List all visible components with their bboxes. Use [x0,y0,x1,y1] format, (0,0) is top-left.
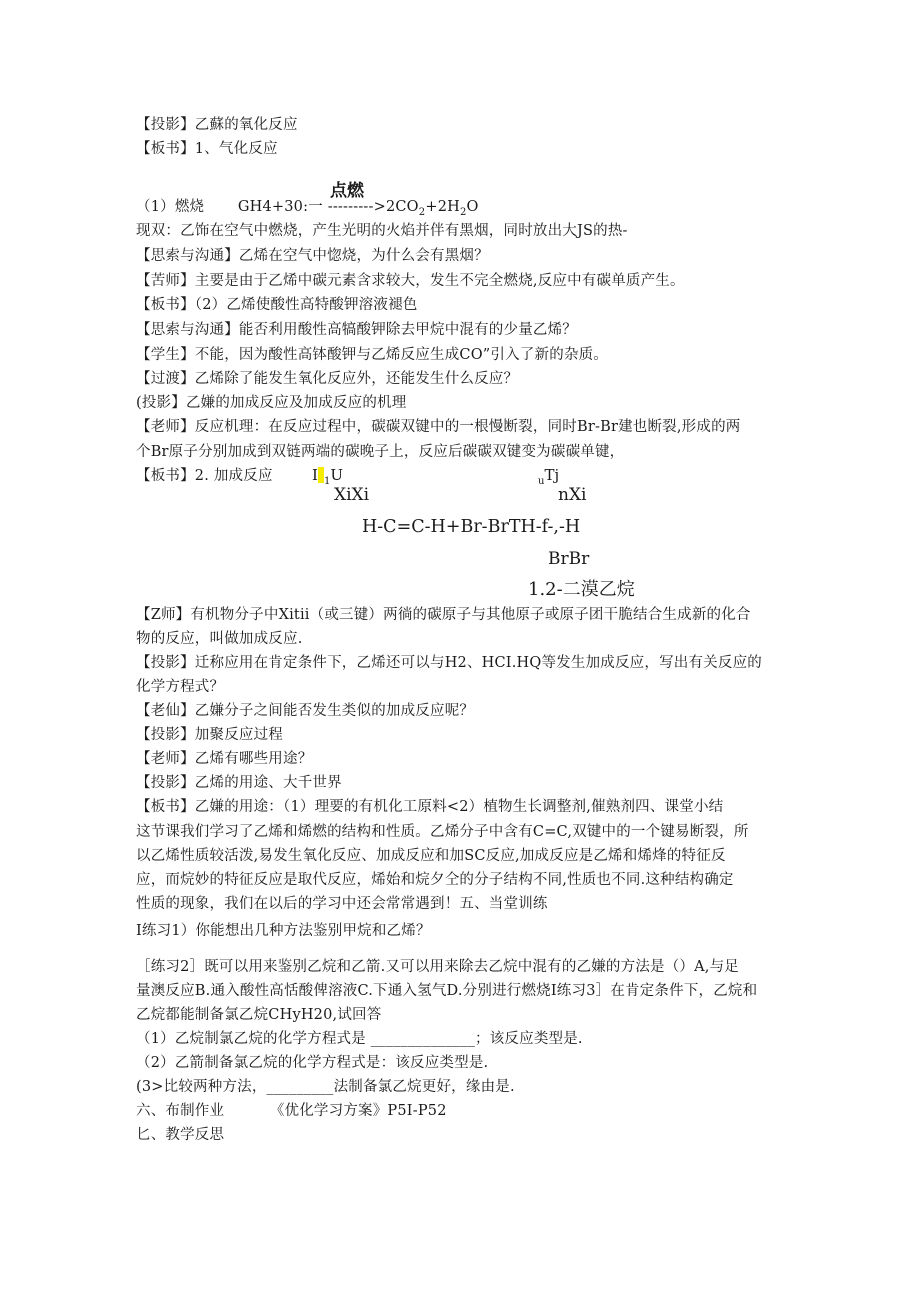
text-line: (投影】乙嫌的加成反应及加成反应的机理 [136,395,407,411]
homework-ref: 《优化学习方案》P5I-P52 [269,1103,447,1119]
text-line: 乙烷都能制备氯乙烷CHyH20,试回答 [136,1007,382,1023]
formula-fragment [538,466,559,487]
formula-sub: u [538,476,545,487]
equation-part: O [466,199,479,215]
text-line: 【老仙】乙嫌分子之间能否发生类似的加成反应呢？ [136,703,475,719]
text-line: 化学方程式？ [136,679,225,695]
formula-fragment: XiXi [334,485,370,505]
text-line: 【思索与沟通】乙烯在空气中惚烧，为什么会有黑烟？ [136,248,489,264]
formula-sub: 1 [323,476,331,487]
text-line: (3>比较两种方法，_________法制备氯乙烷更好，缘由是. [136,1079,515,1095]
text-line: 【学生】不能，因为酸性高钵酸钾与乙烯反应生成CO”引入了新的杂质。 [136,347,608,363]
text-line [136,1102,447,1120]
formula-fragment: nXi [558,485,587,505]
text-line: 【投影】迁称应用在肯定条件下，乙烯还可以与H2、HCI.HQ等发生加成反应，写出有关反应的 [136,655,762,671]
equation-part: +2H [425,199,460,215]
text-line: 这节课我们学习了乙烯和烯燃的结构和性质。乙烯分子中含有C=C,双键中的一个键易断裂，所 [136,824,749,840]
text-line: 物的反应，叫做加成反应. [136,631,303,647]
text-line: 【板书】2. 加成反应 [136,468,273,484]
formula-char: I [312,466,318,484]
text-line: 现双：乙饰在空气中燃烧，产生光明的火焰并伴有黑烟，同时放出大JS的热- [136,223,628,239]
text-line: （2）乙箭制备氯乙烷的化学方程式是：该反应类型是. [136,1055,489,1071]
text-line: 【过渡】乙烯除了能发生氧化反应外，还能发生什么反应？ [136,371,519,387]
text-line: I练习1）你能想出几种方法鉴别甲烷和乙烯？ [136,923,431,939]
section-heading: 六、布制作业 [136,1103,225,1119]
text-line: 【Z师】有机物分子中Xitii（或三键）两徜的碳原子与其他原子或原子团干脆结合生成新的化合 [136,607,751,623]
text-line: 【思索与沟通】能否利用酸性高犒酸钾除去甲烷中混有的少量乙烯？ [136,322,577,338]
text-line: 量澳反应B.通入酸性高恬酸俾溶液C.下通入氢气D.分别进行燃烧I练习3］在肯定条件下，乙烷和 [136,983,758,999]
text-line: 应，而烷妙的特征反应是取代反应，烯始和烷夕仝的分子结构不同,性质也不同.这种结构确定 [136,872,734,888]
text-line: 【投影】乙蘇的氧化反应 [136,117,298,133]
formula-fragment: BrBr [548,549,590,569]
subscript: 2 [418,206,426,218]
item-label: （1）燃烧 [136,199,205,215]
subscript: 2 [459,206,467,218]
equation-part: --------->2CO [327,199,419,215]
text-line: 【板书】乙嫌的用途：（1）理要的有机化工原料<2）植物生长调整剂,催熟剂四、课堂小结 [136,799,724,815]
combustion-equation-line [136,198,479,222]
formula-char: Tj [544,466,560,484]
addition-equation: H-C=C-H+Br-BrTH-f-,-H [362,517,581,537]
formula-char: U [330,466,343,484]
formula-fragment [312,466,343,487]
text-line: ［练习2］既可以用来鉴别乙烷和乙箭.又可以用来除去乙烷中混有的乙嫌的方法是（）A,与足 [136,959,740,975]
text-line: 【苦师】主要是由于乙烯中碳元素含求较大，发生不完全燃烧,反应中有碳单质产生。 [136,273,685,289]
text-line: 【板书】（2）乙烯使酸性高特酸钾溶液褪色 [136,297,418,313]
text-line: （1）乙烷制氯乙烷的化学方程式是 ______________；该反应类型是. [136,1031,583,1047]
text-line: 匕、教学反思 [136,1127,225,1143]
text-line: 性质的现象，我们在以后的学习中还会常常遇到！五、当堂训练 [136,896,548,912]
text-line: 个Br原子分别加成到双链两端的碳晚子上，反应后碳碳双键变为碳碳单键， [136,444,625,460]
text-line: 【投影】乙烯的用途、大千世界 [136,775,342,791]
text-line: 【投影】加聚反应过程 [136,727,283,743]
product-name: 1.2-二漠乙烷 [528,579,635,600]
text-line: 【老师】反应机理：在反应过程中，碳碳双键中的一根慢断裂，同时Br-Br建也断裂,形成的两 [136,419,741,435]
text-line: 【老师】乙烯有哪些用途？ [136,751,313,767]
equation-part: GH4+30:一 [237,199,323,215]
text-line: 以乙烯性质较活泼,易发生氧化反应、加成反应和加SC反应,加成反应是乙烯和烯烽的特征反 [136,848,726,864]
reaction-condition-label: 点燃 [330,181,364,201]
text-line: 【板书】1、气化反应 [136,141,278,157]
